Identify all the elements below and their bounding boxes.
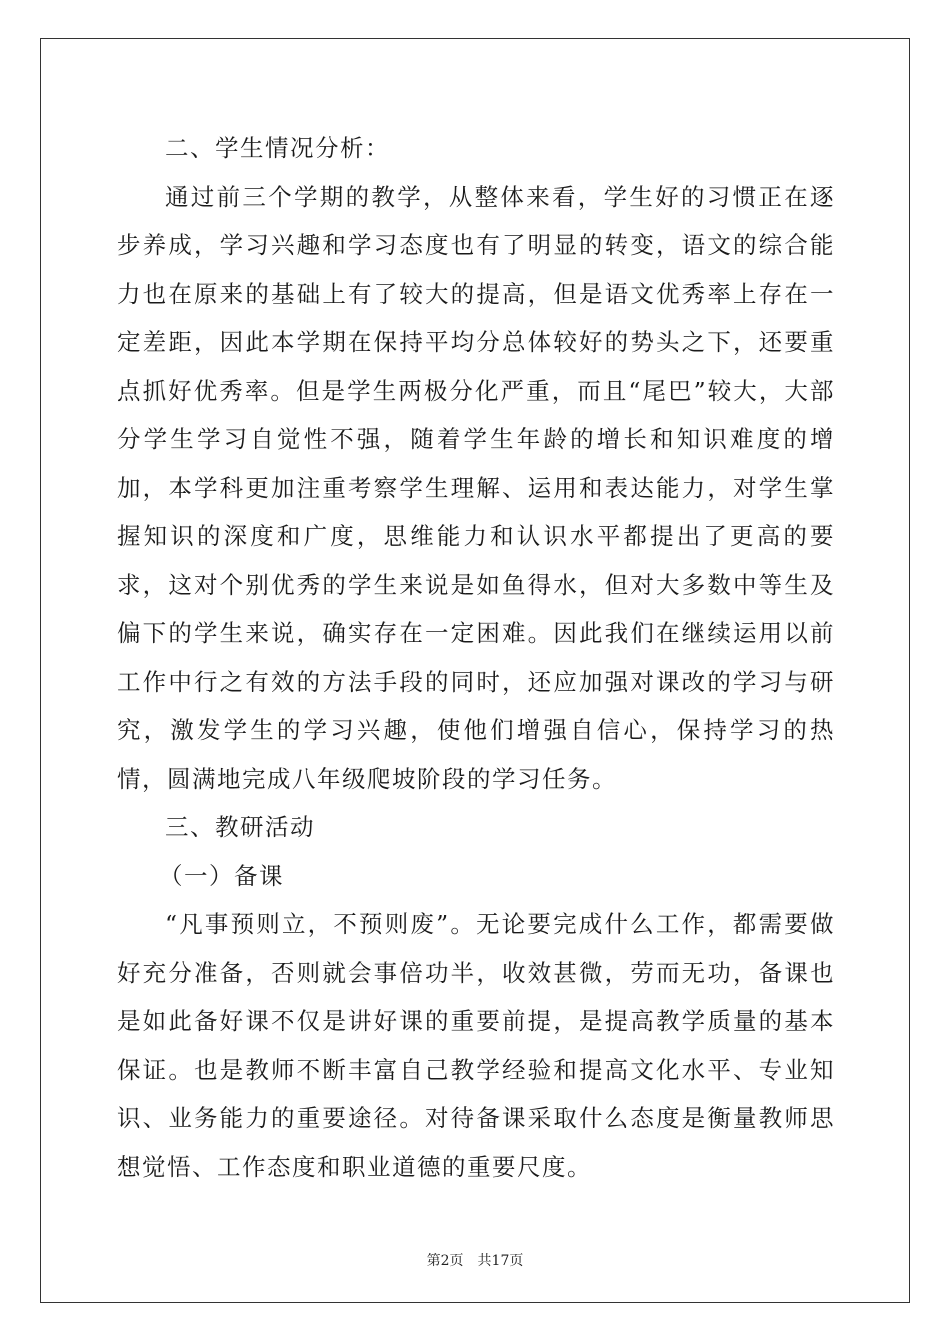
total-pages: 共17页 [477, 1253, 524, 1269]
section-heading-teaching-research: 三、教研活动 [165, 813, 315, 841]
paragraph-student-analysis: 通过前三个学期的教学，从整体来看，学生好的习惯正在逐步养成，学习兴趣和学习态度也有了明显的转变，语文的综合能力也在原来的基础上有了较大的提高，但是语文优秀率上存在一定差距，因此本学期在保持平均分总体较好的势头之下，还要重点抓好优秀率。但是学生两极分化严重，而且“尾巴”较大，大部分学生学习自觉性不强，随着学生年龄的增长和知识难度的增加，本学科更加注重考察学生理解、运用和表达能力，对学生掌握知识的深度和广度，思维能力和认识水平都提出了更高的要求，这对个别优秀的学生来说是如鱼得水，但对大多数中等生及偏下的学生来说，确实存在一定困难。因此我们在继续运用以前工作中行之有效的方法手段的同时，还应加强对课改的学习与研究，激发学生的学习兴趣，使他们增强自信心，保持学习的热情，圆满地完成八年级爬坡阶段的学习任务。 [117, 182, 835, 793]
document-body [117, 124, 835, 1191]
section-heading-student-analysis: 二、学生情况分析： [165, 134, 390, 162]
paragraph-lesson-prep: “凡事预则立，不预则废”。无论要完成什么工作，都需要做好充分准备，否则就会事倍功半，收效甚微，劳而无功，备课也是如此备好课不仅是讲好课的重要前提，是提高教学质量的基本保证。也是教师不断丰富自己教学经验和提高文化水平、专业知识、业务能力的重要途径。对待备课采取什么态度是衡量教师思想觉悟、工作态度和职业道德的重要尺度。 [117, 910, 835, 1181]
subheading-lesson-prep: （一）备课 [159, 861, 284, 890]
page-footer [0, 1250, 950, 1270]
page-number: 第2页 [426, 1253, 464, 1269]
